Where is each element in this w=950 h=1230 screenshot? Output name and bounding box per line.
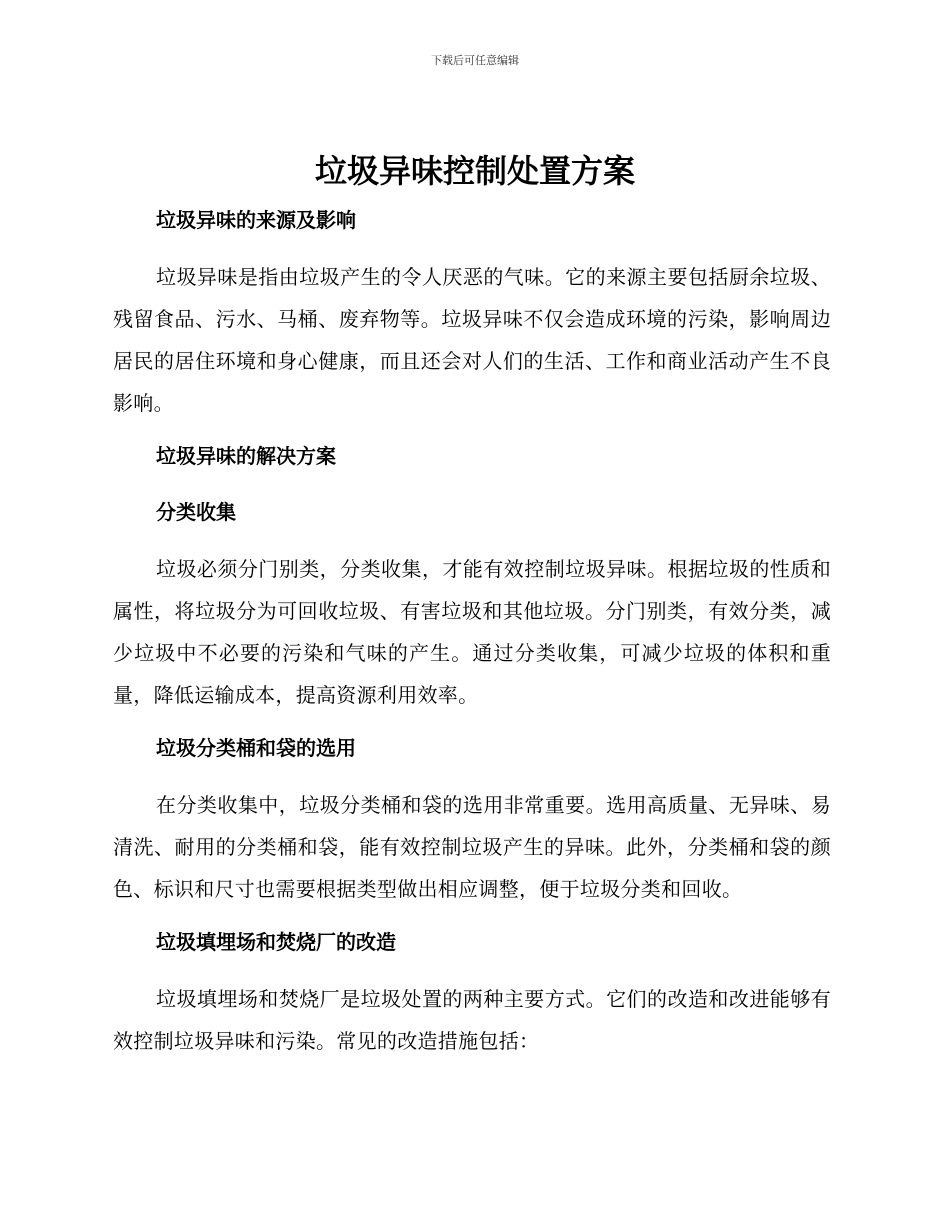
section-paragraph-source: 垃圾异味是指由垃圾产生的令人厌恶的气味。它的来源主要包括厨余垃圾、残留食品、污水、马桶、废弃物等。垃圾异味不仅会造成环境的污染，影响周边居民的居住环境和身心健康，而且还会对人们的生活、工作和商业活动产生不良影响。 (113, 265, 831, 415)
section-heading-solutions: 垃圾异味的解决方案 (156, 444, 336, 468)
document-body (113, 200, 831, 1074)
section-heading-sorting: 分类收集 (156, 500, 236, 524)
section-heading-source: 垃圾异味的来源及影响 (156, 208, 356, 232)
section-paragraph-landfill: 垃圾填埋场和焚烧厂是垃圾处置的两种主要方式。它们的改造和改进能够有效控制垃圾异味和污染。常见的改造措施包括： (113, 987, 831, 1053)
section-paragraph-bins-bags: 在分类收集中，垃圾分类桶和袋的选用非常重要。选用高质量、无异味、易清洗、耐用的分类桶和袋，能有效控制垃圾产生的异味。此外，分类桶和袋的颜色、标识和尺寸也需要根据类型做出相应调整，便于垃圾分类和回收。 (113, 793, 831, 901)
page-header-note: 下载后可任意编辑 (431, 54, 519, 67)
section-heading-bins-bags: 垃圾分类桶和袋的选用 (156, 736, 356, 760)
section-heading-landfill: 垃圾填埋场和焚烧厂的改造 (156, 930, 396, 954)
section-paragraph-sorting: 垃圾必须分门别类，分类收集，才能有效控制垃圾异味。根据垃圾的性质和属性，将垃圾分为可回收垃圾、有害垃圾和其他垃圾。分门别类，有效分类，减少垃圾中不必要的污染和气味的产生。通过分类收集，可减少垃圾的体积和重量，降低运输成本，提高资源利用效率。 (113, 557, 831, 707)
document-title: 垃圾异味控制处置方案 (314, 152, 635, 190)
